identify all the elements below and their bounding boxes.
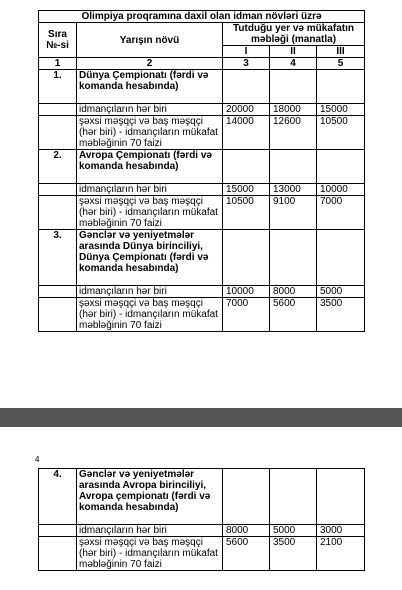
section-title: Avropa Çempionatı (fərdi və komanda hesabında) xyxy=(77,150,223,184)
value-cell: 5000 xyxy=(317,286,365,298)
section-title: Gənclər və yeniyetmələr arasında Dünya birinciliyi, Dünya Çempionatı (fərdi və komanda hesabında) xyxy=(77,230,223,286)
table-row xyxy=(39,116,365,150)
value-cell: 10500 xyxy=(223,196,270,230)
colnum: 2 xyxy=(77,58,223,70)
row-label: idmançıların hər biri xyxy=(77,184,223,196)
value-cell: 7000 xyxy=(317,196,365,230)
value-cell: 7000 xyxy=(223,298,270,332)
section-row xyxy=(39,150,365,184)
value-cell: 3000 xyxy=(317,525,365,537)
page-separator xyxy=(0,408,402,427)
value-cell: 10000 xyxy=(223,286,270,298)
row-label: şəxsi məşqçi və baş məşqçi (hər biri) - idmançıların mükafat məbləğinin 70 faizi xyxy=(77,116,223,150)
header-place-2: II xyxy=(270,46,317,58)
section-num: 2. xyxy=(39,150,77,184)
value-cell: 5000 xyxy=(270,525,317,537)
header-place-1: I xyxy=(223,46,270,58)
row-label: idmançıların hər biri xyxy=(77,104,223,116)
page-number: 4 xyxy=(35,455,40,464)
prize-table-page-2 xyxy=(38,468,365,571)
table-row xyxy=(39,196,365,230)
colnum: 5 xyxy=(317,58,365,70)
value-cell: 8000 xyxy=(270,286,317,298)
value-cell: 14000 xyxy=(223,116,270,150)
row-label: şəxsi məşqçi və baş məşqçi (hər biri) - idmançıların mükafat məbləğinin 70 faizi xyxy=(77,537,223,571)
section-row xyxy=(39,230,365,286)
value-cell: 2100 xyxy=(317,537,365,571)
table-row xyxy=(39,537,365,571)
table-row xyxy=(39,525,365,537)
header-seq: Sıra №-si xyxy=(39,23,77,58)
row-label: idmançıların hər biri xyxy=(77,286,223,298)
value-cell: 20000 xyxy=(223,104,270,116)
value-cell: 5600 xyxy=(223,537,270,571)
value-cell: 15000 xyxy=(223,184,270,196)
colnum: 4 xyxy=(270,58,317,70)
prize-table-page-1 xyxy=(38,10,365,332)
table-row xyxy=(39,286,365,298)
header-place-3: III xyxy=(317,46,365,58)
value-cell: 10500 xyxy=(317,116,365,150)
section-num: 3. xyxy=(39,230,77,286)
section-num: 1. xyxy=(39,70,77,104)
section-row xyxy=(39,70,365,104)
value-cell: 15000 xyxy=(317,104,365,116)
colnum: 3 xyxy=(223,58,270,70)
table-row xyxy=(39,298,365,332)
value-cell: 10000 xyxy=(317,184,365,196)
section-title: Dünya Çempionatı (fərdi və komanda hesabında) xyxy=(77,70,223,104)
value-cell: 13000 xyxy=(270,184,317,196)
header-prize: Tutduğu yer və mükafatın məbləği (manatla) xyxy=(223,23,365,46)
table-row xyxy=(39,104,365,116)
header-event: Yarışın növü xyxy=(77,23,223,58)
row-label: şəxsi məşqçi və baş məşqçi (hər biri) - idmançıların mükafat məbləğinin 70 faizi xyxy=(77,298,223,332)
section-row xyxy=(39,469,365,525)
value-cell: 8000 xyxy=(223,525,270,537)
table-row xyxy=(39,184,365,196)
colnum: 1 xyxy=(39,58,77,70)
value-cell: 18000 xyxy=(270,104,317,116)
value-cell: 12600 xyxy=(270,116,317,150)
section-title: Gənclər və yeniyetmələr arasında Avropa birinciliyi, Avropa çempionatı (fərdi və komanda hesabında) xyxy=(77,469,223,525)
row-label: idmançıların hər biri xyxy=(77,525,223,537)
section-num: 4. xyxy=(39,469,77,525)
table-title: Olimpiya proqramına daxil olan idman növləri üzrə xyxy=(39,11,365,23)
value-cell: 3500 xyxy=(317,298,365,332)
value-cell: 9100 xyxy=(270,196,317,230)
row-label: şəxsi məşqçi və baş məşqçi (hər biri) - idmançıların mükafat məbləğinin 70 faizi xyxy=(77,196,223,230)
value-cell: 5600 xyxy=(270,298,317,332)
value-cell: 3500 xyxy=(270,537,317,571)
